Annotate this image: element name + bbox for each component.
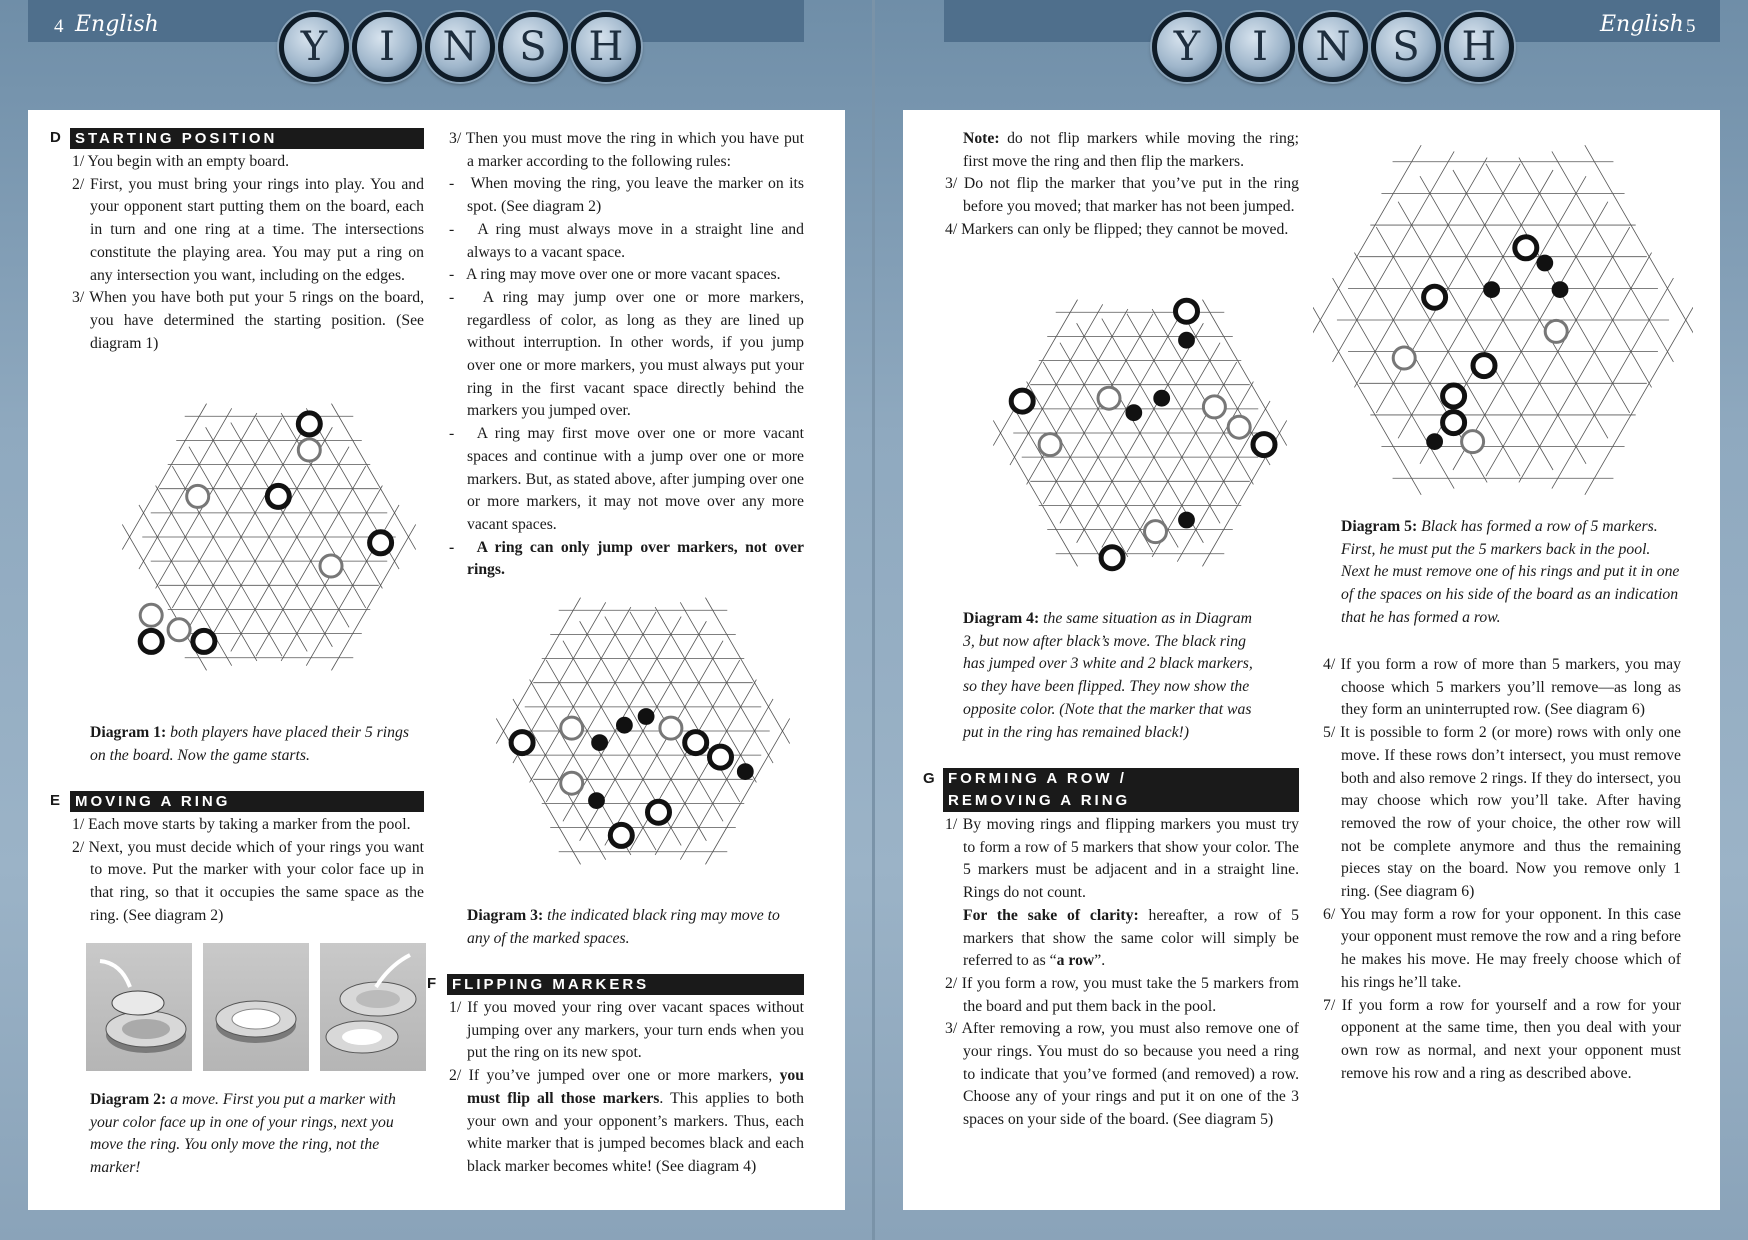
diagram-5-board [1313,130,1693,510]
clarity-label: For the sake of clarity: [963,906,1139,924]
section-e-heading [50,791,424,812]
section-letter: D [50,129,61,147]
rule-item: 1/ By moving rings and flipping markers you must try to form a row of 5 markers that show your color. The 5 markers must be adjacent and in a straight line. Rings do not count. [945,816,1299,902]
diagram-5-caption [1341,516,1681,630]
dash-text: A ring may first move over one or more vacant spaces and continue with a jump over one or more markers. But, as stated above, after jumping over one or more markers, it may not move over any more vacant spaces. [467,425,804,533]
logo-letter: N [425,12,495,82]
rule-item: 2/ First, you must bring your rings into play. You and your opponent start putting them on the board, each in turn and one ring at a time. The intersections constitute the playing area. You may put a ring on any intersection you want, including on the edges. [72,175,424,284]
black-ring [140,630,162,652]
board-line [705,718,789,864]
caption-text: a move. First you put a marker with your color face up in one of your rings, next you move the ring. You only move the ring, not the marker! [90,1091,396,1177]
diagram-1-board [114,392,424,682]
section-title-line: FORMING A ROW / [948,770,1127,787]
black-ring [298,413,320,435]
rule-item: 1/ Each move starts by taking a marker from the pool. [72,816,411,833]
black-marker [1537,255,1553,271]
logo-letter: Y [1152,12,1222,82]
white-ring [1145,521,1167,543]
left-column-2 [449,128,804,582]
rule-item: 2/ If you form a row, you must take the 5 markers from the board and put them back in the pool. [945,974,1299,1015]
black-marker [616,717,632,733]
black-ring [648,801,670,823]
logo-letter: N [1298,12,1368,82]
black-marker [1484,282,1500,298]
section-title [943,768,1299,812]
black-ring [685,732,707,754]
black-ring [1424,286,1446,308]
note-text: do not flip markers while moving the ring; first move the ring and then flip the markers. [963,130,1299,170]
dash-text: A ring may move over one or more vacant spaces. [466,266,781,284]
section-title: MOVING A RING [70,791,424,812]
rule-dash: - When moving the ring, you leave the marker on its spot. (See diagram 2) [449,175,805,216]
black-ring [1443,385,1465,407]
black-marker [1179,512,1195,528]
caption-label: Diagram 1: [90,724,167,741]
diagram-2-caption [90,1089,424,1180]
rule-item: 5/ It is possible to form 2 (or more) rows with only one move. If these rows don’t intersect, you must remove both and also remove 2 rings. If they do intersect, you may choose which row you’ll take. After having removed the row of your choice, the other row will not be complete anymore and thus the remaining pieces stay on the board. Now you remove only 1 ring. (See diagram 6) [1323,724,1681,901]
black-marker [1126,405,1142,421]
diagram-4-caption [963,608,1263,744]
white-ring [1039,434,1061,456]
diagram-4-board [985,288,1295,578]
black-marker [1552,282,1568,298]
black-ring [1515,237,1537,259]
black-marker [592,735,608,751]
section-title: FLIPPING MARKERS [447,974,804,995]
dash-text: When moving the ring, you leave the marker on its spot. (See diagram 2) [467,175,805,216]
left-page [28,110,845,1210]
black-ring [511,732,533,754]
black-marker [1427,434,1443,450]
right-column-2 [1323,654,1681,1085]
rule-item: 3/ Then you must move the ring in which you have put a marker according to the following rules: [449,130,804,170]
section-f-heading [427,974,804,995]
logo-letter: S [1371,12,1441,82]
left-column-1 [50,128,424,355]
dash-text: A ring must always move in a straight line and always to a vacant space. [467,220,804,261]
yinsh-logo-left [279,12,641,82]
black-ring [1473,355,1495,377]
black-ring [1011,390,1033,412]
logo-letter: H [571,12,641,82]
left-column-2-lower [427,974,804,1179]
black-marker [1179,332,1195,348]
board-line [993,420,1077,566]
board-line [530,607,631,782]
rule-item: 1/ If you moved your ring over vacant spaces without jumping over any markers, your turn ends when you put the ring on its new spot. [449,999,804,1062]
section-title: STARTING POSITION [70,128,424,149]
rule-text: . This applies to both your own and your opponent’s markers. Thus, each white marker that is jumped becomes black and each black marker becomes white! (See diagram 4) [467,1089,804,1175]
rule-text: 2/ If you’ve jumped over one or more markers, [449,1067,780,1085]
rule-bold: you must flip all those markers [467,1067,804,1107]
section-g-heading [923,768,1299,812]
white-ring [660,717,682,739]
diagram-1-caption [90,722,424,767]
clarity-term: a row [1056,952,1095,970]
logo-letter: I [352,12,422,82]
left-page-number: 4 [54,16,64,37]
section-letter: F [427,975,437,993]
rule-dash: - A ring may jump over one or more markers, regardless of color, as long as they are lined up without interruption. In other words, if you jump over one or more markers, you must always put your ring in the first vacant space directly behind the markers you jumped over. [449,288,804,420]
white-ring [1462,431,1484,453]
rule-item: 1/ You begin with an empty board. [72,153,289,170]
clarity-end: ”. [1094,952,1106,970]
board-line [1354,158,1487,388]
black-ring [193,630,215,652]
left-column-1-lower [50,791,424,928]
board-line [993,300,1077,446]
board-line [122,404,206,550]
logo-letter: H [1444,12,1514,82]
right-column-1 [945,128,1299,242]
photo-place-marker [86,943,192,1071]
black-ring [267,485,289,507]
board-line [1398,170,1553,438]
white-ring [1228,416,1250,438]
rule-item: 3/ When you have both put your 5 rings on the board, you have determined the starting position. (See diagram 1) [72,289,424,352]
black-ring [1443,412,1465,434]
diagram-3-caption [467,905,804,950]
rule-dash: - A ring may first move over one or more vacant spaces and continue with a jump over one or more markers. But, as stated above, after jumping over one or more markers, it may not move over any more vacant spaces. [449,425,804,533]
photo-marker-in-ring [203,943,309,1071]
black-ring [1253,434,1275,456]
caption-label: Diagram 5: [1341,518,1418,535]
diagram-2-photos [86,943,426,1071]
white-ring [561,772,583,794]
white-ring [1393,347,1415,369]
black-marker [1154,390,1170,406]
black-marker [638,709,654,725]
black-ring [710,746,732,768]
caption-label: Diagram 4: [963,610,1040,627]
board-line [1585,303,1693,494]
board-line [1519,253,1652,483]
right-page-language: English [1600,12,1684,37]
section-d-heading [50,128,424,149]
caption-text: both players have placed their 5 rings on the board. Now the game starts. [90,724,409,764]
spread-divider [872,0,875,1240]
rule-item: 7/ If you form a row for yourself and a row for your opponent at the same time, then you deal with your own row as normal, and next your opponent must remove his row and a ring as described above. [1323,996,1681,1082]
photo-move-ring [320,943,426,1071]
rule-dash: - A ring may move over one or more vacant spaces. [449,266,781,284]
dash-text: A ring may jump over one or more markers, regardless of color, as long as they are lined up without interruption. In other words, if you jump over one or more markers, you must always put your ring in the first vacant space directly behind the markers you jumped over. [467,288,804,420]
note-label: Note: [963,130,1000,147]
black-ring [370,532,392,554]
caption-text: the indicated black ring may move to any of the marked spaces. [467,907,780,947]
note-paragraph [945,128,1299,173]
section-letter: G [923,770,935,787]
right-column-1-lower [923,768,1299,1132]
rule-item: 4/ Markers can only be flipped; they cannot be moved. [945,220,1289,238]
left-page-language: English [75,12,159,37]
caption-text: Black has formed a row of 5 markers. First, he must put the 5 markers back in the pool. Next he must remove one of his rings and put it in one of the spaces on his side of the board as an indication that he has formed a row. [1341,518,1680,626]
white-ring [168,619,190,641]
clarity-text: hereafter, a row of 5 markers that show the same color will simply be referred to as “ [963,906,1299,970]
white-ring [1098,387,1120,409]
board-line [1453,170,1608,438]
logo-letter: I [1225,12,1295,82]
board-line [1313,303,1421,494]
black-marker [737,764,753,780]
white-ring [187,485,209,507]
board-line [655,607,756,782]
right-page [903,110,1720,1210]
caption-label: Diagram 3: [467,907,544,924]
white-ring [298,439,320,461]
section-title-line: REMOVING A RING [948,792,1131,809]
white-ring [140,604,162,626]
board-line [1585,145,1693,336]
section-letter: E [50,792,61,810]
black-ring [610,824,632,846]
rule-item: 4/ If you form a row of more than 5 markers, you may choose which 5 markers you’ll remove—as long as they form an uninterrupted row. (See diagram 6) [1323,656,1681,719]
clarity-paragraph [945,905,1299,973]
rule-item: 2/ Next, you must decide which of your rings you want to move. Put the marker with your color face up in that ring, so that it occupies the same space as the ring. (See diagram 2) [72,838,424,924]
white-ring [561,717,583,739]
white-ring [1203,396,1225,418]
caption-text: the same situation as in Diagram 3, but now after black’s move. The black ring has jumped over 3 white and 2 black markers, so they have been flipped. They now show the opposite color. (Note that the marker that was put in the ring has remained black!) [963,610,1253,741]
right-page-number: 5 [1686,16,1696,37]
board-line [1519,158,1652,388]
black-ring [1101,547,1123,569]
white-ring [320,555,342,577]
board-line [1313,145,1421,336]
rule-item: 6/ You may form a row for your opponent. In this case your opponent must remove the row and a ring before he makes his move. He may freely choose which of his rings he’ll take. [1323,905,1681,991]
white-ring [1545,320,1567,342]
board-line [331,404,415,550]
rule-dash-bold: - A ring can only jump over markers, not over rings. [449,538,804,579]
dash-text: A ring can only jump over markers, not over rings. [467,538,804,579]
logo-letter: Y [279,12,349,82]
black-marker [589,793,605,809]
black-ring [1176,300,1198,322]
rule-item [449,1065,804,1179]
rule-item: 3/ After removing a row, you must also remove one of your rings. You must do so because you need a ring to indicate that you’ve formed (and removed) a row. Choose any of your rings and put it on one of the 3 spaces on your side of the board. (See diagram 5) [945,1020,1299,1129]
diagram-3-board [488,586,798,876]
rule-item: 3/ Do not flip the marker that you’ve put in the ring before you moved; that marker has not been jumped. [945,175,1299,216]
board-line [705,598,789,744]
yinsh-logo-right [1152,12,1514,82]
caption-label: Diagram 2: [90,1091,167,1108]
rule-dash: - A ring must always move in a straight line and always to a vacant space. [449,220,804,261]
logo-letter: S [498,12,568,82]
